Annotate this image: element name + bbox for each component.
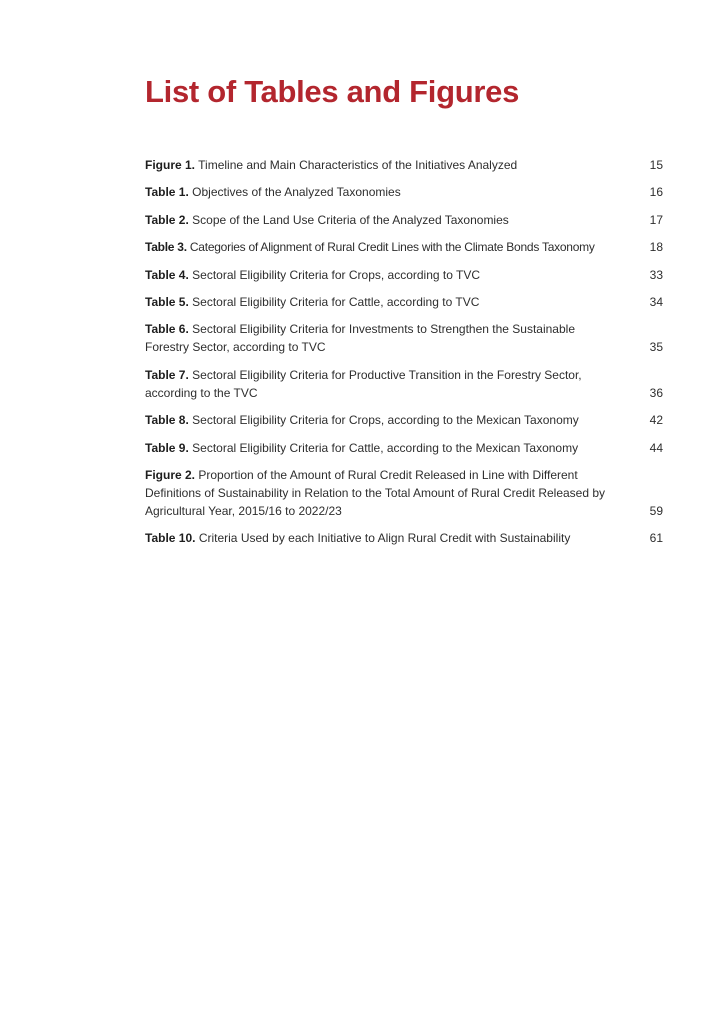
toc-entry-label: Table 6. bbox=[145, 322, 189, 337]
toc-entry-text bbox=[145, 529, 631, 547]
toc-entry-table-6[interactable] bbox=[145, 320, 663, 356]
toc-entry-title: Sectoral Eligibility Criteria for Crops, according to TVC bbox=[192, 267, 481, 282]
toc-page-number: 36 bbox=[649, 385, 663, 400]
toc-entry-title: Sectoral Eligibility Criteria for Productive Transition in the Forestry Sector, according to the TVC bbox=[145, 367, 582, 400]
toc-entry-text bbox=[145, 238, 631, 256]
toc-page-number: 15 bbox=[649, 158, 663, 172]
toc-entry-figure-2[interactable] bbox=[145, 466, 663, 520]
toc-page-number: 33 bbox=[649, 267, 663, 282]
toc-entry-label: Table 3. bbox=[145, 240, 187, 255]
toc-entry-label: Table 8. bbox=[145, 413, 189, 428]
toc-entry-table-5[interactable] bbox=[145, 293, 663, 311]
toc-entry-text bbox=[145, 211, 631, 229]
toc-entry-title: Sectoral Eligibility Criteria for Crops, according to the Mexican Taxonomy bbox=[192, 413, 579, 428]
toc-entry-label: Table 9. bbox=[145, 440, 189, 455]
toc-entry-title: Sectoral Eligibility Criteria for Cattle, according to the Mexican Taxonomy bbox=[192, 440, 579, 455]
toc-entry-figure-1[interactable] bbox=[145, 156, 663, 174]
toc-entry-table-1[interactable] bbox=[145, 183, 663, 201]
toc-page-number: 34 bbox=[649, 294, 663, 309]
toc-page-number: 17 bbox=[649, 212, 663, 227]
toc-entry-table-2[interactable] bbox=[145, 211, 663, 229]
toc-page-number: 61 bbox=[649, 531, 663, 546]
toc-entry-table-8[interactable] bbox=[145, 411, 663, 429]
toc-entry-title: Objectives of the Analyzed Taxonomies bbox=[192, 185, 401, 200]
toc-entry-title: Proportion of the Amount of Rural Credit Released in Line with Different Definitions of Sustainability in Relation to the Total Amount of Rural Credit Released by Agricultural Year, 2015/16 to 2022/23 bbox=[145, 467, 606, 518]
toc-entry-text bbox=[145, 156, 631, 174]
toc-entry-table-3[interactable] bbox=[145, 238, 663, 256]
page-title: List of Tables and Figures bbox=[145, 74, 520, 109]
toc-entry-label: Table 5. bbox=[145, 294, 189, 309]
toc-entry-label: Figure 1. bbox=[145, 158, 196, 172]
toc-entry-text bbox=[145, 439, 631, 457]
toc-page-number: 35 bbox=[649, 340, 663, 355]
toc-entry-label: Table 1. bbox=[145, 185, 189, 200]
toc-entry-title: Categories of Alignment of Rural Credit Lines with the Climate Bonds Taxonomy bbox=[189, 240, 595, 255]
toc-entry-table-7[interactable] bbox=[145, 366, 663, 402]
toc-page-number: 16 bbox=[649, 185, 663, 200]
toc-entry-title: Sectoral Eligibility Criteria for Cattle, according to TVC bbox=[192, 294, 480, 309]
toc-entry-label: Figure 2. bbox=[145, 467, 196, 482]
toc-page-number: 42 bbox=[649, 413, 663, 428]
toc-entry-text bbox=[145, 366, 605, 402]
table-of-contents bbox=[145, 156, 663, 557]
toc-entry-text bbox=[145, 266, 631, 284]
toc-entry-table-9[interactable] bbox=[145, 439, 663, 457]
toc-entry-title: Timeline and Main Characteristics of the Initiatives Analyzed bbox=[198, 158, 518, 172]
toc-entry-table-10[interactable] bbox=[145, 529, 663, 547]
toc-entry-table-4[interactable] bbox=[145, 266, 663, 284]
toc-entry-text bbox=[145, 183, 631, 201]
toc-page-number: 18 bbox=[649, 240, 663, 255]
toc-entry-title: Scope of the Land Use Criteria of the Analyzed Taxonomies bbox=[192, 212, 509, 227]
toc-entry-text bbox=[145, 466, 615, 520]
toc-page-number: 59 bbox=[649, 503, 663, 518]
toc-entry-title: Sectoral Eligibility Criteria for Investments to Strengthen the Sustainable Forestry Sector, according to TVC bbox=[145, 322, 575, 355]
toc-entry-text bbox=[145, 293, 631, 311]
toc-entry-label: Table 10. bbox=[145, 531, 196, 546]
toc-entry-text bbox=[145, 411, 631, 429]
toc-entry-title: Criteria Used by each Initiative to Align Rural Credit with Sustainability bbox=[198, 531, 571, 546]
toc-page-number: 44 bbox=[649, 440, 663, 455]
toc-entry-label: Table 4. bbox=[145, 267, 189, 282]
toc-entry-label: Table 7. bbox=[145, 367, 189, 382]
toc-entry-label: Table 2. bbox=[145, 212, 189, 227]
toc-entry-text bbox=[145, 320, 605, 356]
